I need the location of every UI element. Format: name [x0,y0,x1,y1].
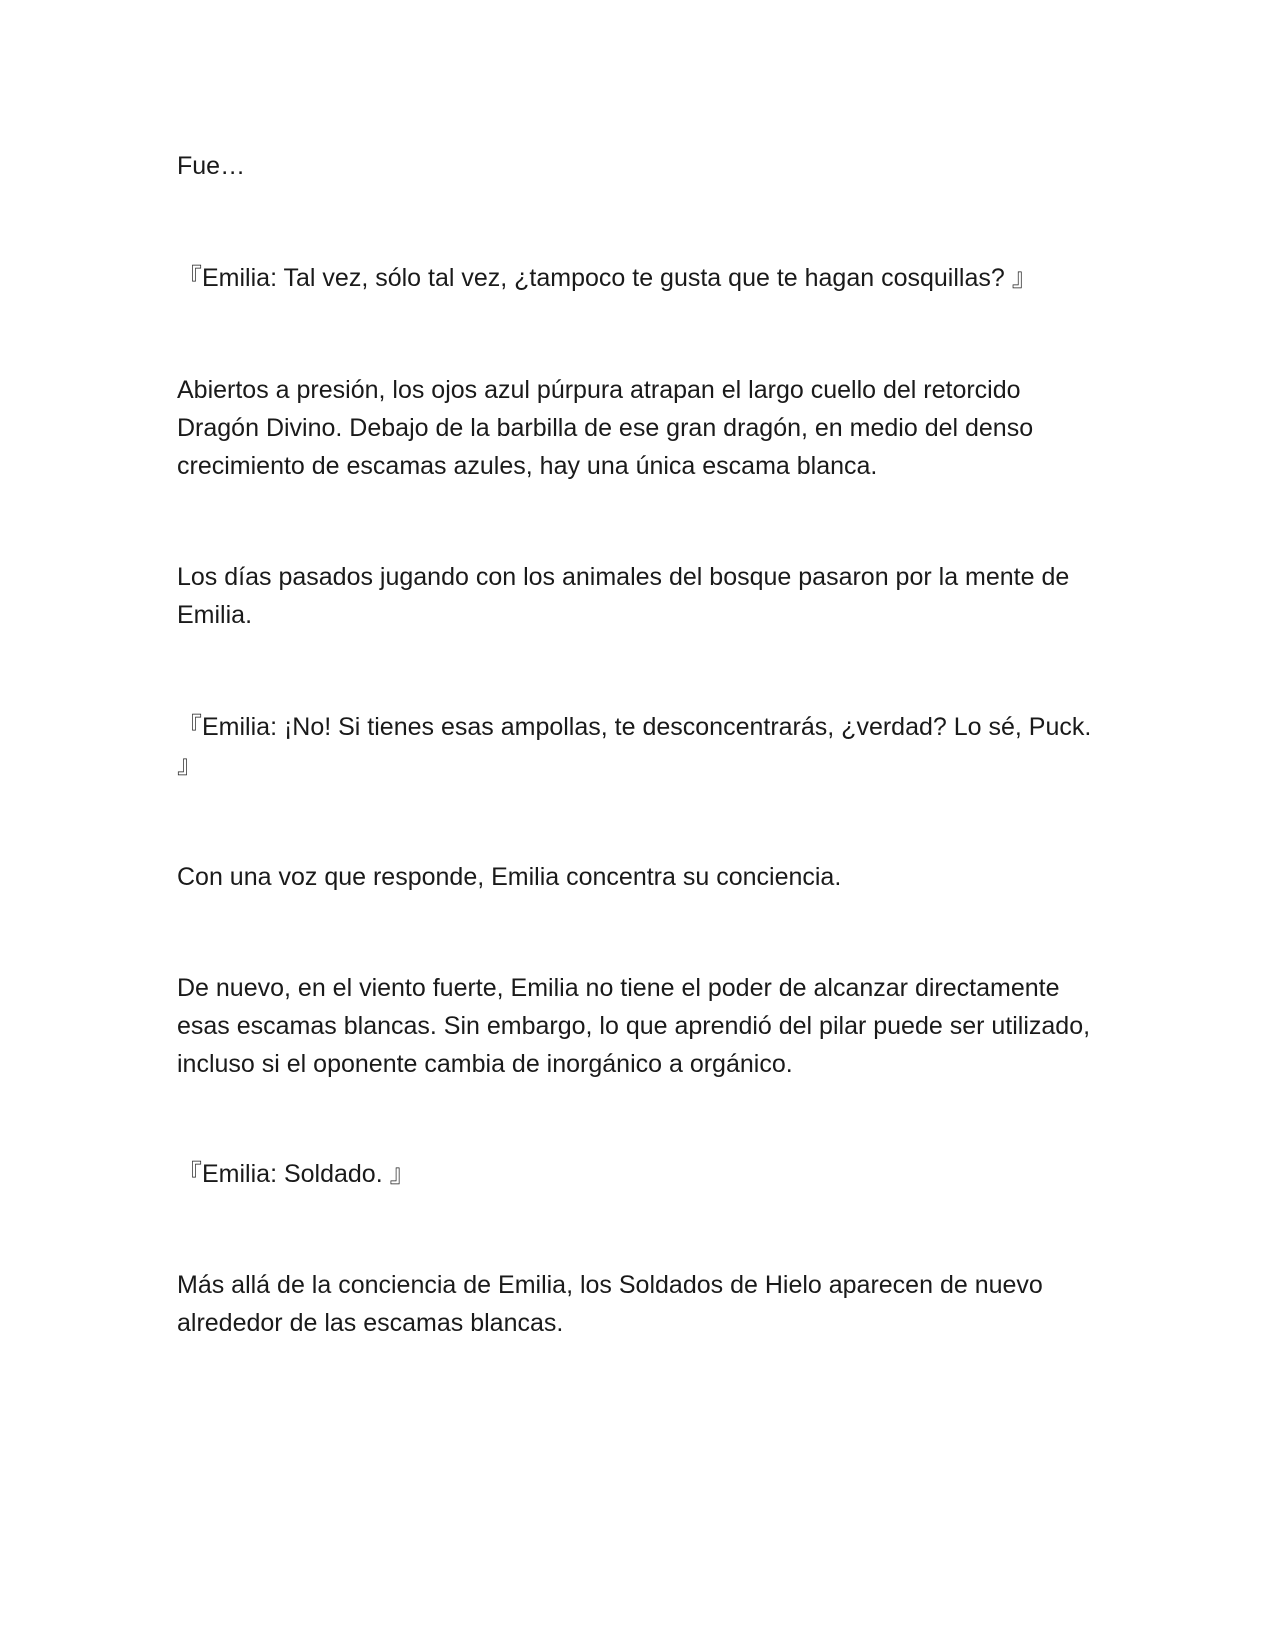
paragraph-1: Fue… [177,152,246,180]
paragraph-3: Abiertos a presión, los ojos azul púrpura atrapan el largo cuello del retorcido Dragón Divino. Debajo de la barbilla de ese gran dragón, en medio del denso crecimiento de escamas azules, hay una única escama blanca. [177,376,1034,480]
paragraph-6: Con una voz que responde, Emilia concentra su conciencia. [177,863,842,891]
dialogue-paragraph-2: 『Emilia: Tal vez, sólo tal vez, ¿tampoco te gusta que te hagan cosquillas? 』 [177,264,1037,292]
paragraph-9: Más allá de la conciencia de Emilia, los Soldados de Hielo aparecen de nuevo alrededor de las escamas blancas. [177,1271,1043,1337]
paragraph-7: De nuevo, en el viento fuerte, Emilia no tiene el poder de alcanzar directamente esas escamas blancas. Sin embargo, lo que aprendió del pilar puede ser utilizado, incluso si el oponente cambia de inorgánico a orgánico. [177,974,1091,1078]
dialogue-paragraph-8: 『Emilia: Soldado. 』 [177,1160,415,1188]
dialogue-paragraph-5: 『Emilia: ¡No! Si tienes esas ampollas, te desconcentrarás, ¿verdad? Lo sé, Puck. 』 [177,713,1092,779]
paragraph-4: Los días pasados jugando con los animales del bosque pasaron por la mente de Emilia. [177,563,1070,629]
